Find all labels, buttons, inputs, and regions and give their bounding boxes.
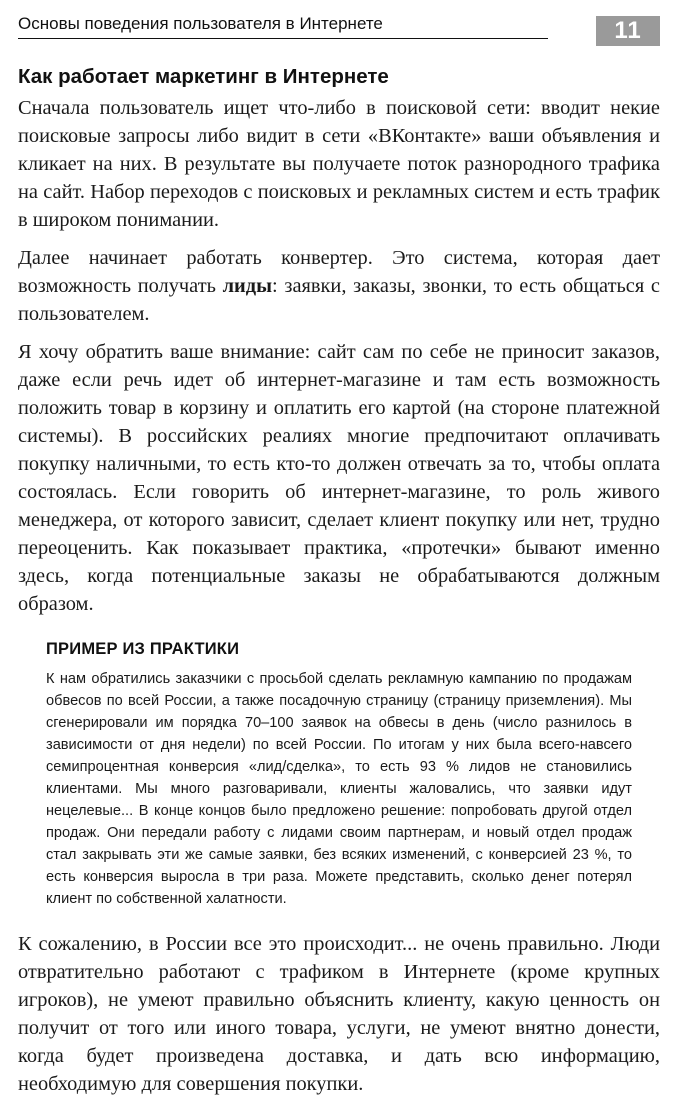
paragraph-russia-traffic: К сожалению, в России все это происходит... не очень правильно. Люди отвратительно работают с трафиком в Интернете (кроме крупных игроков), не умеют правильно объяснить клиенту, какую ценность он получит от того или иного товара, услуги, не умеют внятно донести, когда будет произведена доставка, и дать всю информацию, необходимую для совершения покупки. <box>18 933 660 1095</box>
paragraph-traffic: Сначала пользователь ищет что-либо в поисковой сети: вводит некие поисковые запросы либо видит в сети «ВКонтакте» ваши объявления и кликает на них. В результате вы получаете поток разнородного трафика на сайт. Набор переходов с поисковых и рекламных систем и есть трафик в широком понимании. <box>18 97 660 231</box>
paragraph-converter-text-end: : заявки, заказы, звонки, то есть общаться с пользователем. <box>18 275 660 325</box>
paragraph-converter <box>18 244 660 328</box>
page-number: 11 <box>596 16 660 46</box>
paragraph-site-orders: Я хочу обратить ваше внимание: сайт сам по себе не приносит заказов, даже если речь идет об интернет-магазине и там есть возможность положить товар в корзину и оплатить его картой (на стороне платежной системы). В российских реалиях многие предпочитают оплачивать покупку наличными, то есть кто-то должен отвечать за то, чтобы оплата состоялась. Если говорить об интернет-магазине, то роль живого менеджера, от которого зависит, сделает клиент покупку или нет, трудно переоценить. Как показывает практика, «протечки» бывают именно здесь, когда потенциальные заказы не обрабатываются должным образом. <box>18 341 660 615</box>
running-title: Основы поведения пользователя в Интернете <box>18 14 383 33</box>
header-rule <box>18 38 548 39</box>
book-page <box>18 12 660 1108</box>
section-heading: Как работает маркетинг в Интернете <box>18 65 389 88</box>
leads-term: лиды <box>222 275 273 297</box>
paragraph-converter-text-start: Далее начинает работать конвертер. Это система, которая дает возможность получать <box>18 247 660 297</box>
practice-example-box <box>46 638 632 910</box>
running-header <box>18 12 660 44</box>
practice-example-text: К нам обратились заказчики с просьбой сделать рекламную кампанию по продажам обвесов по всей России, а также посадочную страницу (страницу приземления). Мы сгенерировали им порядка 70–100 заявок на обвесы в день (число разнилось в зависимости от дня недели) по всей России. По итогам у них была всего-навсего семипроцентная конверсия «лид/сделка», то есть 93 % лидов не становились клиентами. Мы много разговаривали, клиенты жаловались, что заявки идут нецелевые... В конце концов было предложено решение: попробовать другой отдел продаж. Они передали работу с лидами своим партнерам, и новый отдел продаж стал закрывать эти же самые заявки, без всяких изменений, с конверсией 23 %, то есть конверсия выросла в три раза. Можете представить, сколько денег потерял клиент по собственной халатности. <box>46 671 632 907</box>
practice-example-title: ПРИМЕР ИЗ ПРАКТИКИ <box>46 640 240 658</box>
